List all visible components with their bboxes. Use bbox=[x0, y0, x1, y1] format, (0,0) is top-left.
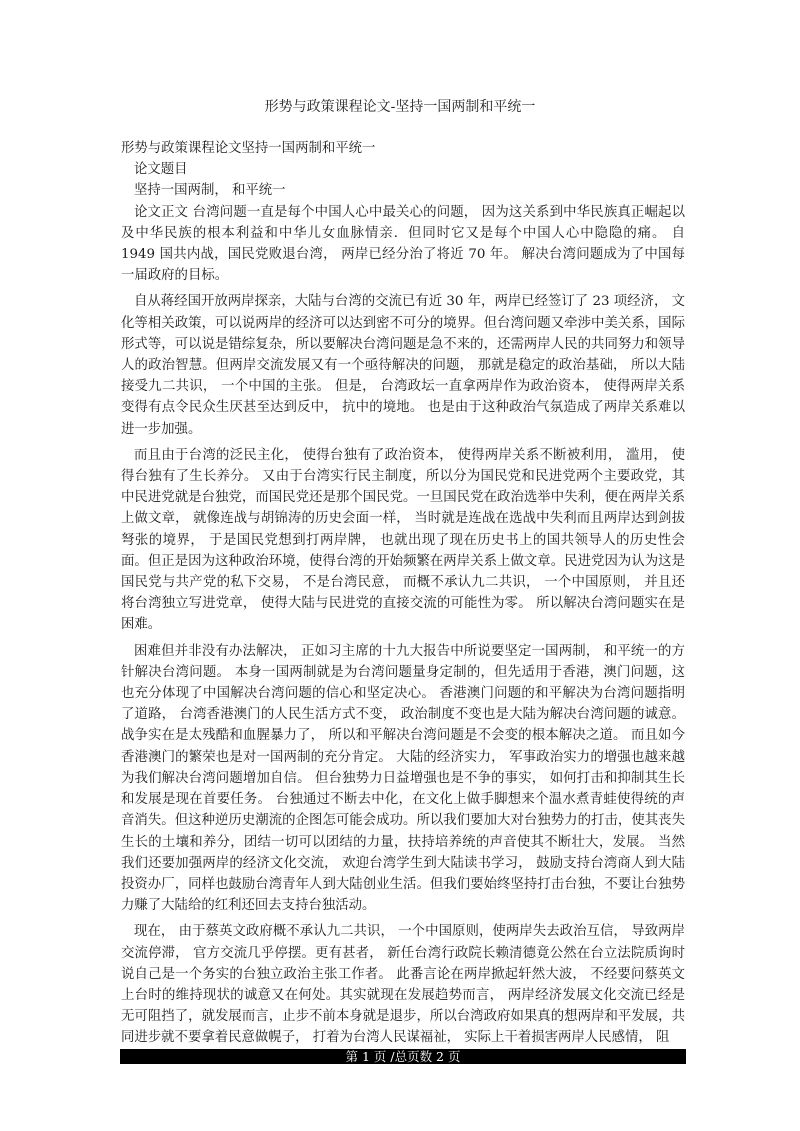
page-header-title: 形势与政策课程论文-坚持一国两制和平统一 bbox=[264, 99, 536, 115]
page-number-label: 第 1 页 /总页数 2 页 bbox=[345, 1049, 461, 1064]
document-body bbox=[121, 138, 685, 1049]
essay-topic: 坚持一国两制， 和平统一 bbox=[134, 183, 286, 199]
paragraph-2: 自从蒋经国开放两岸探亲，大陆与台湾的交流已有近 30 年，两岸已经签订了 23 项经济， 文化等相关政策，可以说两岸的经济可以达到密不可分的境界。但台湾问题又牵涉中美关系，国际形式等，可以说是错综复杂，所以要解决台湾问题是急不来的，还需两岸人民的共同努力和领导人的政治智慧。但两岸交流发展又有一个亟待解决的问题， 那就是稳定的政治基础， 所以大陆接受九二共识， 一个中国的主张。 但是， 台湾政坛一直拿两岸作为政治资本， 使得两岸关系变得有点令民众生厌甚至达到反中， 抗中的境地。 也是由于这种政治气氛造成了两岸关系难以进一步加强。 bbox=[121, 294, 685, 437]
essay-topic-label: 论文题目 bbox=[134, 162, 188, 178]
paragraph-4: 困难但并非没有办法解决， 正如习主席的十九大报告中所说要坚定一国两制， 和平统一的方针解决台湾问题。 本身一国两制就是为台湾问题量身定制的，但先适用于香港，澳门问题，这也充分体现了中国解决台湾问题的信心和坚定决心。 香港澳门问题的和平解决为台湾问题指明了道路， 台湾香港澳门的人民生活方式不变， 政治制度不变也是大陆为解决台湾问题的诚意。战争实在是太残酷和血腥暴力了， 所以和平解决台湾问题是不会变的根本解决之道。 而且如今香港澳门的繁荣也是对一国两制的充分肯定。 大陆的经济实力， 军事政治实力的增强也越来越为我们解决台湾问题增加自信。 但台独势力日益增强也是不争的事实， 如何打击和抑制其生长和发展是现在首要任务。 台独通过不断去中化，在文化上做手脚想来个温水煮青蛙使得统的声音消失。但这种逆历史潮流的企图怎可能会成功。所以我们要加大对台独势力的打击，使其丧失生长的土壤和养分，团结一切可以团结的力量，扶持培养统的声音使其不断壮大，发展。 当然我们还要加强两岸的经济文化交流， 欢迎台湾学生到大陆读书学习， 鼓励支持台湾商人到大陆投资办厂，同样也鼓励台湾青年人到大陆创业生活。但我们要始终坚持打击台独，不要让台独势力赚了大陆给的红利还回去支持台独活动。 bbox=[121, 643, 685, 914]
page-footer-bar bbox=[120, 1049, 686, 1064]
paragraph-1: 论文正文 台湾问题一直是每个中国人心中最关心的问题， 因为这关系到中华民族真正崛起以及中华民族的根本利益和中华儿女血脉情亲．但同时它又是每个中国人心中隐隐的痛。 自 1949 国共内战，国民党败退台湾， 两岸已经分治了将近 70 年。 解决台湾问题成为了中国每一届政府的目标。 bbox=[121, 204, 685, 284]
paragraph-5: 现在， 由于蔡英文政府概不承认九二共识， 一个中国原则，使两岸失去政治互信， 导致两岸交流停滞， 官方交流几乎停摆。更有甚者， 新任台湾行政院长赖清德竟公然在台立法院质询时说自己是一个务实的台独立政治主张工作者。 此番言论在两岸掀起轩然大波， 不经要问蔡英文上台时的维持现状的诚意又在何处。其实就现在发展趋势而言， 两岸经济发展文化交流已经是无可阻挡了，就发展而言，止步不前本身就是退步，所以台湾政府如果真的想两岸和平发展，共同进步就不要拿着民意做幌子， 打着为台湾人民谋福祉， 实际上干着损害两岸人民感情， 阻 bbox=[121, 924, 685, 1046]
document-title: 形势与政策课程论文坚持一国两制和平统一 bbox=[121, 141, 376, 156]
paragraph-3: 而且由于台湾的泛民主化， 使得台独有了政治资本， 使得两岸关系不断被利用， 滥用， 使得台独有了生长养分。 又由于台湾实行民主制度，所以分为国民党和民进党两个主要政党，其中民进党就是台独党，而国民党还是那个国民党。一旦国民党在政治选举中失利，便在两岸关系上做文章， 就像连战与胡锦涛的历史会面一样， 当时就是连战在选战中失利而且两岸达到剑拔弩张的境界， 于是国民党想到打两岸牌， 也就出现了现在历史书上的国共领导人的历史性会面。但正是因为这种政治环境，使得台湾的开始频繁在两岸关系上做文章。民进党因为认为这是国民党与共产党的私下交易， 不是台湾民意， 而概不承认九二共识， 一个中国原则， 并且还将台湾独立写进党章， 使得大陆与民进党的直接交流的可能性为零。 所以解决台湾问题实在是困难。 bbox=[121, 447, 685, 633]
